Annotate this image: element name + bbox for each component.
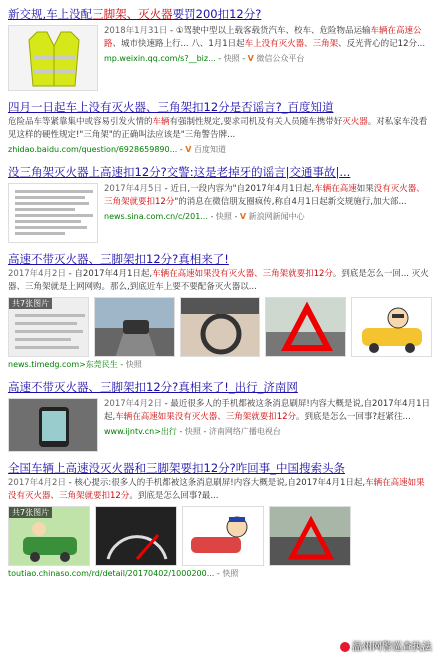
image-count-badge: 共7张图片 xyxy=(9,298,52,309)
search-result-1 xyxy=(8,6,432,91)
result-abstract: 2018年1月31日 - ①驾驶中型以上载客载货汽车、校车、危险物品运输车辆在高速公路、城市快速路上行... 八、1月1日起车上没有灭火器、三角架、反光背心的记12分... xyxy=(104,26,426,49)
source-url[interactable]: zhidao.baidu.com/question/6928659890... xyxy=(8,145,178,154)
result-title-link[interactable]: 全国车辆上高速没灭火器和三脚架要扣12分?咋回事_中国搜索头条 xyxy=(8,461,345,475)
source-url[interactable]: www.ijntv.cn>出行 xyxy=(104,427,177,436)
weibo-icon xyxy=(340,642,350,652)
image-car-interior[interactable] xyxy=(180,297,261,357)
weibo-watermark: 温州网警巡查执法 xyxy=(340,641,432,654)
source-url[interactable]: news.sina.com.cn/c/201... xyxy=(104,212,208,221)
result-title-link[interactable]: 高速不带灭火器、三脚架扣12分?真相来了! xyxy=(8,252,229,266)
search-result-5 xyxy=(8,379,432,452)
image-cartoon-traffic[interactable] xyxy=(8,506,90,566)
result-title-link[interactable]: 四月一日起车上没有灭火器、三角架扣12分是否谣言?_百度知道 xyxy=(8,100,334,114)
result-abstract: 2017年4月2日 - 核心提示:很多人的手机都被这条消息刷屏!内容大概是说,自2017年4月1日起,车辆在高速如果没有灭火器、三角架就要扣12分。到底是怎么回事?最... xyxy=(8,478,425,501)
search-result-3 xyxy=(8,164,432,243)
image-count-badge: 共7张图片 xyxy=(9,507,52,518)
safety-vest-thumbnail[interactable] xyxy=(8,25,98,91)
result-source: news.timedg.com>东莞民生 - 快照 xyxy=(8,360,142,369)
result-title-link[interactable]: 没三角架灭火器上高速扣12分?交警:这是老掉牙的谣言|交通事故|... xyxy=(8,165,351,179)
snapshot-link[interactable]: 快照 xyxy=(215,212,232,221)
snapshot-link[interactable]: 快照 xyxy=(184,427,201,436)
verified-v-icon: V xyxy=(247,54,254,63)
result-abstract: 2017年4月2日 - 最近很多人的手机都被这条消息刷屏!内容大概是说,自2017年4月1日起,车辆在高速如果没有灭火器、三角架就要扣12分。到底是怎么一回事?赶紧往... xyxy=(104,399,430,422)
image-cartoon-driver[interactable] xyxy=(351,297,432,357)
result-source: www.ijntv.cn>出行 - 快照 - 济南网络广播电视台 xyxy=(104,427,281,436)
image-road-triangle[interactable] xyxy=(269,506,351,566)
result-abstract: 危险品车等紧靠集中或容易引发火情的车辆有强制性规定,要求司机及有关人员随车携带好灭火器。对私家车没看见这样的硬性规定!"三角架"的正确叫法应该是"三角警告牌... xyxy=(8,117,428,140)
image-document[interactable] xyxy=(8,297,89,357)
source-url[interactable]: news.timedg.com>东莞民生 xyxy=(8,360,118,369)
verified-v-icon: V xyxy=(239,212,247,221)
image-cartoon-police[interactable] xyxy=(182,506,264,566)
search-result-4 xyxy=(8,251,432,371)
snapshot-link[interactable]: 快照 xyxy=(222,569,239,578)
image-road-car[interactable] xyxy=(94,297,175,357)
image-speedometer[interactable] xyxy=(95,506,177,566)
result-source: zhidao.baidu.com/question/6928659890... - V 百度知道 xyxy=(8,145,226,154)
snapshot-link[interactable]: 快照 xyxy=(125,360,142,369)
image-warning-triangle[interactable] xyxy=(265,297,346,357)
source-url[interactable]: toutiao.chinaso.com/rd/detail/20170402/1000200... xyxy=(8,569,215,578)
result-source: toutiao.chinaso.com/rd/detail/20170402/1000200... - 快照 xyxy=(8,569,239,578)
platform-label: 微信公众平台 xyxy=(256,54,305,63)
result-abstract: 2017年4月5日 - 近日,一段内容为"自2017年4月1日起,车辆在高速如果没有灭火器、三角架就要扣12分"的消息在微信朋友圈疯传,称自4月1日起新交规施行,加大部... xyxy=(104,184,425,207)
platform-label: 济南网络广播电视台 xyxy=(208,427,281,436)
result-title-link[interactable]: 新交规,车上没配三脚架、灭火器要罚200扣12分? xyxy=(8,7,262,21)
search-result-6 xyxy=(8,460,432,580)
result-source: news.sina.com.cn/c/201... - 快照 - V 新浪网新闻中心 xyxy=(104,212,305,221)
source-url[interactable]: mp.weixin.qq.com/s?__biz... xyxy=(104,54,216,63)
platform-label: 百度知道 xyxy=(193,145,226,154)
result-source: mp.weixin.qq.com/s?__biz... - 快照 - V 微信公众平台 xyxy=(104,54,305,63)
result-title-link[interactable]: 高速不带灭火器、三脚架扣12分?真相来了!_出行_济南网 xyxy=(8,380,298,394)
hand-phone-thumbnail[interactable] xyxy=(8,398,98,452)
result-abstract: 2017年4月2日 - 自2017年4月1日起,车辆在高速如果没有灭火器、三角架就要扣12分。到底是怎么一回... 灭火器、三角架就是上网网购。那么,到底近车上要不要配备灭火器以... xyxy=(8,269,429,292)
search-result-2 xyxy=(8,99,432,156)
verified-v-icon: V xyxy=(185,145,192,154)
image-strip xyxy=(8,297,432,357)
platform-label: 新浪网新闻中心 xyxy=(248,212,305,221)
image-strip xyxy=(8,506,432,566)
snapshot-link[interactable]: 快照 xyxy=(223,54,240,63)
document-thumbnail[interactable] xyxy=(8,183,98,243)
